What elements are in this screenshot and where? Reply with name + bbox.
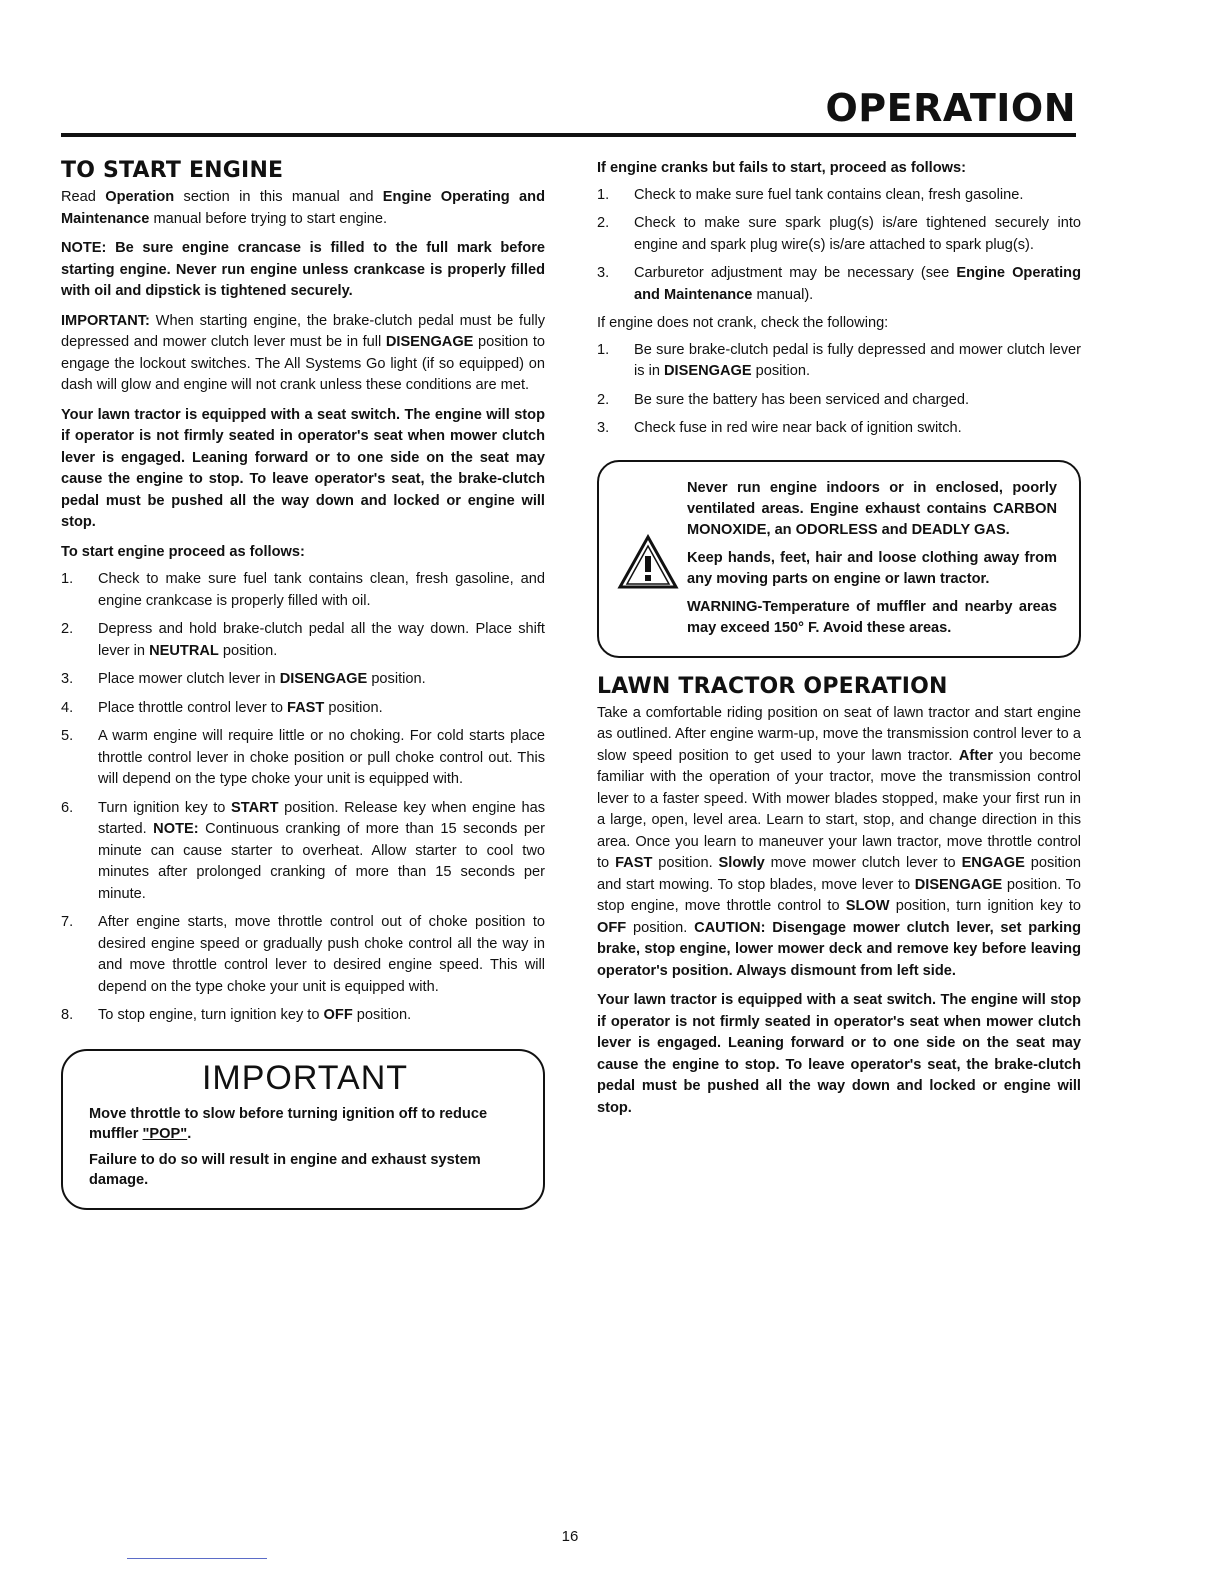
list-item-number: 3.	[597, 265, 610, 281]
list-item-number: 8.	[61, 1007, 74, 1023]
heading-lawn-tractor-operation: LAWN TRACTOR OPERATION	[597, 673, 948, 699]
bold-run: SLOW	[845, 898, 890, 914]
text-run: position.	[352, 1007, 412, 1023]
important-line-throttle-text: Move throttle to slow before turning ignition off to reduce muffler	[89, 1105, 488, 1142]
text-run: position.	[751, 363, 811, 379]
bold-run: After	[958, 747, 993, 764]
bold-run: IMPORTANT:	[61, 312, 150, 329]
list-item-number: 1.	[597, 186, 610, 203]
pop-text: "POP"	[142, 1125, 188, 1142]
bold-run: DISENGAGE	[279, 671, 368, 687]
start-steps-list	[61, 569, 545, 1027]
text-run: Place mower clutch lever in	[98, 671, 280, 687]
note-paragraph: NOTE: Be sure engine crancase is filled to the full mark before starting engine. Never run engine unless crankcase is properly filled with oil and dipstick is tightened securely.	[61, 240, 545, 299]
bold-run: Engine Operating and Maintenance	[61, 189, 546, 227]
bold-run: OFF	[597, 919, 627, 936]
list-item-number: 1.	[597, 341, 610, 358]
text-run: Be sure brake-clutch pedal is fully depressed and mower clutch lever is in	[634, 341, 1081, 379]
header-rule	[61, 133, 1076, 137]
text-run: position.	[626, 919, 695, 936]
list-item-text	[98, 619, 545, 662]
warning-temperature: WARNING-Temperature of muffler and nearby areas may exceed 150° F. Avoid these areas.	[687, 598, 1057, 636]
list-item-text	[98, 698, 545, 720]
text-run: Turn ignition key to	[98, 799, 231, 816]
heading-to-start-engine: TO START ENGINE	[61, 158, 284, 183]
list-item	[597, 418, 1081, 440]
list-item	[597, 263, 1081, 306]
right-column	[597, 158, 1081, 1127]
list-item	[61, 798, 545, 906]
text-run: Check fuse in red wire near back of ignition switch.	[634, 420, 962, 436]
bold-run: DISENGAGE	[664, 363, 752, 379]
list-item-text	[98, 912, 545, 998]
list-item-text	[634, 263, 1081, 306]
left-column	[61, 158, 545, 1210]
text-run: position and start mowing. To stop blades, move lever to	[597, 855, 1082, 893]
list-item-text	[98, 569, 545, 612]
list-item-text	[634, 213, 1081, 256]
bold-run: DISENGAGE	[385, 334, 474, 350]
text-run: section in this manual and	[174, 189, 383, 205]
warning-carbon-monoxide: Never run engine indoors or in enclosed, poorly ventilated areas. Engine exhaust contains CARBON MONOXIDE, an ODORLESS and DEADLY GAS.	[687, 479, 1057, 538]
important-title: IMPORTANT	[201, 1058, 409, 1097]
important-paragraph	[61, 311, 545, 397]
list-item-text	[634, 390, 1081, 412]
page-number: 16	[561, 1528, 579, 1545]
text-run: position. Release key when engine has started.	[98, 799, 546, 837]
list-item-number: 4.	[61, 699, 74, 716]
cranks-heading: If engine cranks but fails to start, proceed as follows:	[597, 160, 966, 176]
footer-line	[127, 1558, 267, 1559]
seat-switch-paragraph: Your lawn tractor is equipped with a seat switch. The engine will stop if operator is not firmly seated in operator's seat when mower clutch lever is engaged. Leaning forward or to one side on the seat may cause the engine to stop. To leave operator's seat, the brake-clutch pedal must be pushed all the way down and locked or engine will stop.	[61, 406, 545, 530]
proceed-heading: To start engine proceed as follows:	[61, 543, 305, 560]
bold-run: Slowly	[718, 855, 765, 871]
bold-run: Engine Operating and Maintenance	[634, 265, 1081, 303]
list-item-text	[634, 185, 1081, 207]
list-item-text	[98, 669, 545, 691]
list-item-number: 3.	[61, 671, 74, 687]
text-run: manual before trying to start engine.	[149, 210, 388, 227]
important-line-throttle-end: .	[187, 1125, 192, 1142]
list-item	[61, 669, 545, 691]
text-run: After engine starts, move throttle control out of choke position to desired engine speed or gradually push choke control all the way in and move throttle control lever to desired engine speed. This will depend on the type choke your unit is equipped with.	[98, 914, 545, 995]
bold-run: NOTE:	[153, 821, 199, 837]
text-run: A warm engine will require little or no choking. For cold starts place throttle control lever in choke position or pull choke control out. This will depend on the type choke your unit is equipped with.	[98, 728, 545, 787]
text-run: Take a comfortable riding position on seat of lawn tractor and start engine as outlined. After engine warm-up, move the transmission control lever to a slow speed position to get used to your lawn tractor.	[597, 704, 1081, 764]
list-item-text	[98, 798, 545, 906]
intro-paragraph	[61, 187, 545, 230]
text-run: manual).	[752, 286, 814, 303]
list-item-number: 3.	[597, 420, 610, 436]
text-run: Read	[61, 189, 106, 205]
text-run: position, turn ignition key to	[889, 898, 1081, 914]
warning-moving-parts: Keep hands, feet, hair and loose clothing away from any moving parts on engine or lawn tractor.	[687, 549, 1057, 587]
nocrank-steps-list	[597, 340, 1081, 440]
list-item-number: 7.	[61, 914, 74, 930]
list-item-number: 2.	[61, 621, 74, 637]
bold-run: FAST	[615, 855, 653, 871]
bold-run: ENGAGE	[961, 855, 1025, 871]
important-line-throttle	[89, 1104, 521, 1144]
list-item-text	[634, 418, 1081, 440]
text-run: When starting engine, the brake-clutch pedal must be fully depressed and mower clutch lever must be in full	[61, 312, 545, 350]
list-item	[597, 185, 1081, 207]
nocrank-heading: If engine does not crank, check the following:	[597, 315, 889, 331]
warning-text	[687, 478, 1057, 646]
list-item	[61, 912, 545, 998]
text-run: To stop engine, turn ignition key to	[98, 1007, 324, 1023]
list-item	[597, 390, 1081, 412]
important-notice-box	[61, 1049, 545, 1210]
bold-run: OFF	[323, 1007, 353, 1023]
right-seat-switch-paragraph: Your lawn tractor is equipped with a seat switch. The engine will stop if operator is not firmly seated in operator's seat when mower clutch lever is engaged. Leaning forward or to one side on the seat may cause the engine to stop. To leave operator's seat, the brake-clutch pedal must be pushed all the way down and locked or engine will stop.	[597, 992, 1081, 1116]
bold-run: CAUTION: Disengage mower clutch lever, set parking brake, stop engine, lower mower deck and remove key before leaving operator's position. Always dismount from left side.	[597, 919, 1081, 979]
bold-run: DISENGAGE	[914, 876, 1003, 893]
list-item-text	[634, 340, 1081, 383]
warning-triangle-icon	[617, 534, 679, 590]
warning-box	[597, 460, 1081, 658]
text-run: Continuous cranking of more than 15 seconds per minute can cause starter to overheat. Allow starter to cool two minutes after prolonged cranking of more than 15 seconds per minute.	[98, 821, 545, 902]
list-item	[61, 1005, 545, 1027]
text-run: position. To stop engine, move throttle control to	[597, 876, 1081, 914]
text-run: Check to make sure fuel tank contains clean, fresh gasoline.	[634, 186, 1024, 203]
list-item	[61, 569, 545, 612]
text-run: Depress and hold brake-clutch pedal all the way down. Place shift lever in	[98, 621, 545, 659]
text-run: Carburetor adjustment may be necessary (see	[634, 265, 957, 281]
list-item-number: 5.	[61, 728, 74, 744]
list-item	[61, 698, 545, 720]
page-header-title: OPERATION	[825, 86, 1076, 130]
important-line-failure: Failure to do so will result in engine and exhaust system damage.	[89, 1151, 481, 1188]
text-run: position.	[218, 642, 278, 659]
bold-run: NEUTRAL	[149, 642, 219, 659]
bold-run: FAST	[287, 699, 325, 716]
operation-paragraph	[597, 703, 1081, 983]
list-item-number: 1.	[61, 571, 74, 587]
list-item-text	[98, 726, 545, 791]
list-item-number: 2.	[597, 215, 610, 231]
text-run: position.	[652, 855, 719, 871]
cranks-steps-list	[597, 185, 1081, 307]
list-item-text	[98, 1005, 545, 1027]
list-item-number: 6.	[61, 799, 74, 816]
text-run: move mower clutch lever to	[764, 855, 962, 871]
text-run: Check to make sure spark plug(s) is/are tightened securely into engine and spark plug wire(s) is/are attached to spark plug(s).	[634, 215, 1081, 253]
text-run: you become familiar with the operation of your tractor, move the transmission control lever to a faster speed. With mower blades stopped, make your first run in a large, open, level area. Learn to start, stop, and change direction in this area. Once you learn to maneuver your lawn tractor, move throttle control to	[597, 747, 1081, 871]
list-item	[61, 726, 545, 791]
text-run: Check to make sure fuel tank contains clean, fresh gasoline, and engine crankcase is properly filled with oil.	[98, 571, 545, 609]
text-run: Be sure the battery has been serviced and charged.	[634, 391, 970, 408]
list-item-number: 2.	[597, 391, 610, 408]
text-run: position.	[367, 671, 426, 687]
list-item	[597, 213, 1081, 256]
list-item	[597, 340, 1081, 383]
text-run: position to engage the lockout switches. The All Systems Go light (if so equipped) on dash will glow and engine will not crank unless these conditions are met.	[61, 334, 545, 393]
warning-icon-wrap	[609, 478, 687, 646]
bold-run: Operation	[105, 189, 175, 205]
bold-run: START	[231, 799, 279, 816]
text-run: Place throttle control lever to	[98, 699, 287, 716]
list-item	[61, 619, 545, 662]
text-run: position.	[324, 699, 383, 716]
